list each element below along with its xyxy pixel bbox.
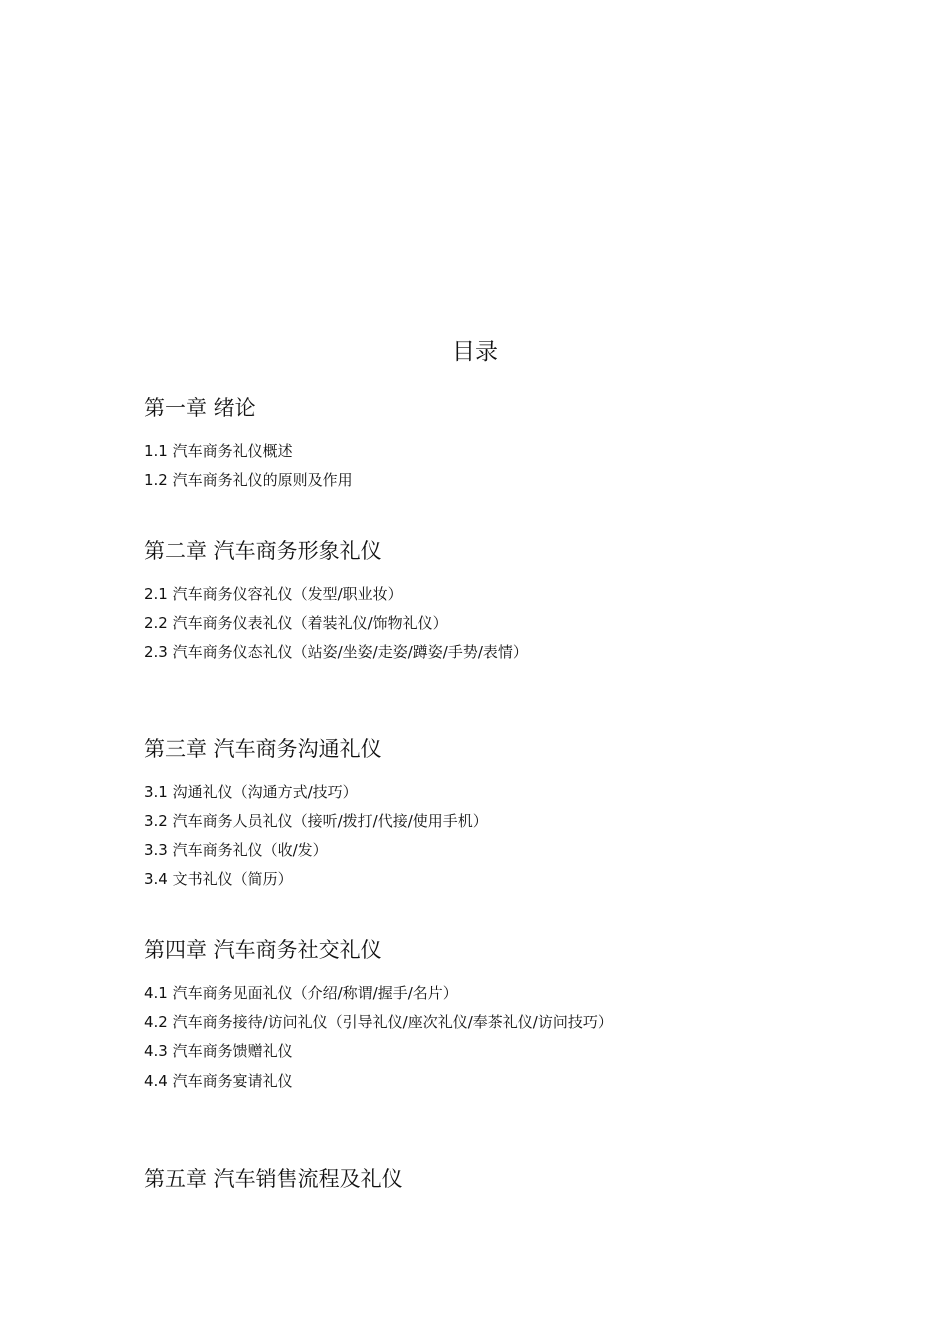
section-3-1: 3.1 沟通礼仪（沟通方式/技巧）	[144, 783, 358, 801]
chapter-4-title: 第四章 汽车商务社交礼仪	[144, 938, 382, 962]
section-3-2: 3.2 汽车商务人员礼仪（接听/拨打/代接/使用手机）	[144, 812, 488, 830]
toc-title: 目录	[452, 339, 498, 365]
section-2-2: 2.2 汽车商务仪表礼仪（着装礼仪/饰物礼仪）	[144, 614, 448, 632]
section-4-3: 4.3 汽车商务馈赠礼仪	[144, 1042, 293, 1060]
section-1-1: 1.1 汽车商务礼仪概述	[144, 442, 293, 460]
chapter-1-title: 第一章 绪论	[144, 396, 256, 420]
chapter-3-title: 第三章 汽车商务沟通礼仪	[144, 737, 382, 761]
section-3-3: 3.3 汽车商务礼仪（收/发）	[144, 841, 328, 859]
chapter-2-title: 第二章 汽车商务形象礼仪	[144, 539, 382, 563]
section-2-3: 2.3 汽车商务仪态礼仪（站姿/坐姿/走姿/蹲姿/手势/表情）	[144, 643, 528, 661]
section-1-2: 1.2 汽车商务礼仪的原则及作用	[144, 471, 353, 489]
chapter-5-title: 第五章 汽车销售流程及礼仪	[144, 1167, 403, 1191]
section-4-1: 4.1 汽车商务见面礼仪（介绍/称谓/握手/名片）	[144, 984, 458, 1002]
section-4-2: 4.2 汽车商务接待/访问礼仪（引导礼仪/座次礼仪/奉茶礼仪/访问技巧）	[144, 1013, 613, 1031]
section-4-4: 4.4 汽车商务宴请礼仪	[144, 1072, 293, 1090]
section-3-4: 3.4 文书礼仪（简历）	[144, 870, 293, 888]
section-2-1: 2.1 汽车商务仪容礼仪（发型/职业妆）	[144, 585, 403, 603]
